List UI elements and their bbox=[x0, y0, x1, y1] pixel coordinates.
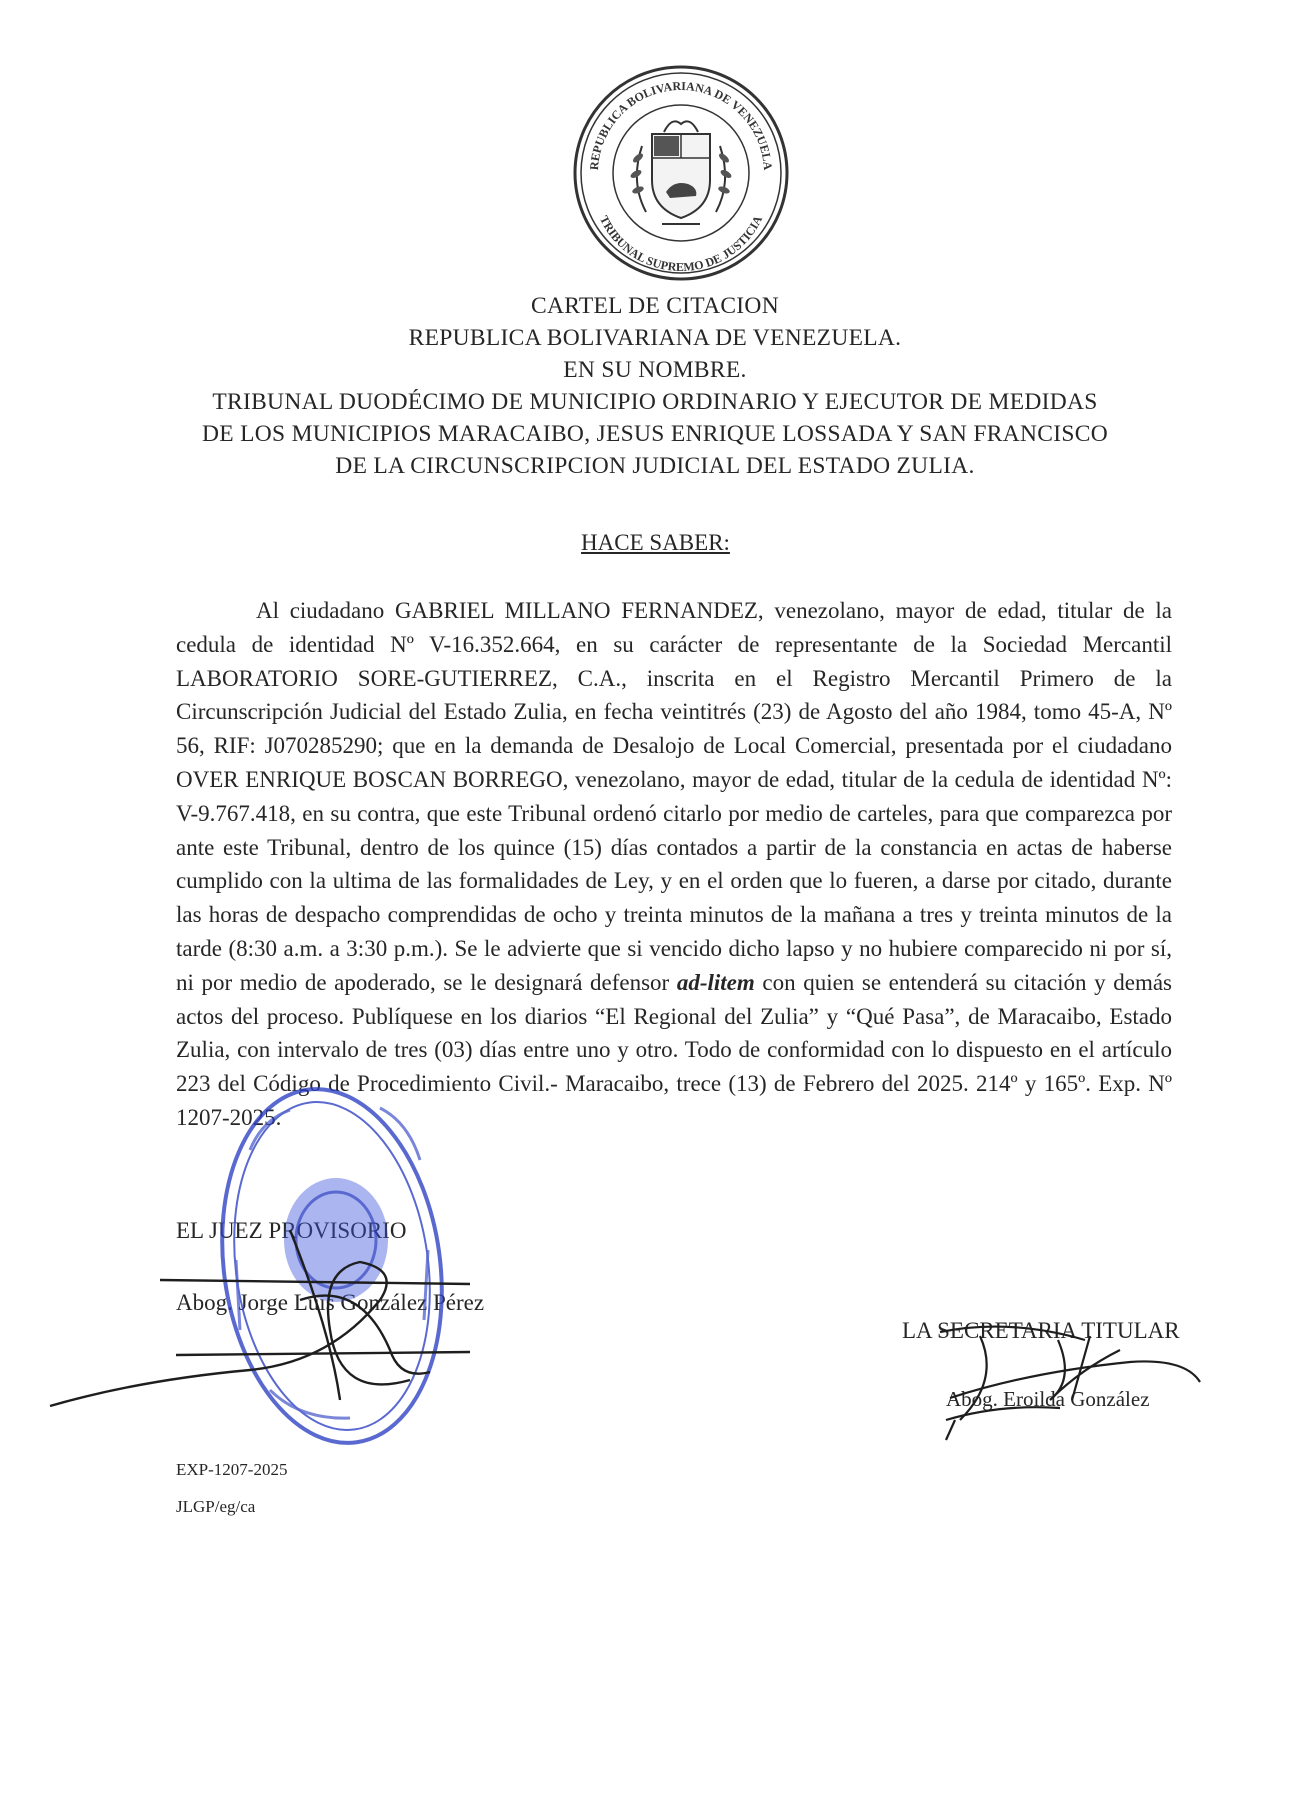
heading-tribunal-line-1: TRIBUNAL DUODÉCIMO DE MUNICIPIO ORDINARIO Y EJECUTOR DE MEDIDAS bbox=[212, 389, 1098, 415]
heading-en-su-nombre: EN SU NOMBRE. bbox=[563, 357, 747, 383]
citation-body-paragraph bbox=[176, 594, 1172, 1135]
heading-republic: REPUBLICA BOLIVARIANA DE VENEZUELA. bbox=[408, 325, 902, 351]
court-seal-emblem bbox=[570, 62, 792, 284]
footer-initials: JLGP/eg/ca bbox=[176, 1497, 256, 1516]
body-text-ad-litem: ad-litem bbox=[676, 969, 755, 995]
seal-text-bottom: TRIBUNAL SUPREMO DE JUSTICIA bbox=[596, 213, 766, 275]
judge-title: EL JUEZ PROVISORIO bbox=[176, 1218, 407, 1243]
document-heading bbox=[150, 290, 1160, 482]
secretary-title: LA SECRETARIA TITULAR bbox=[902, 1318, 1180, 1343]
judge-handwritten-signature bbox=[50, 1230, 470, 1406]
body-text-part-1: Al ciudadano GABRIEL MILLANO FERNANDEZ, venezolano, mayor de edad, titular de la cedula de identidad Nº V-16.352.664, en su carácter de representante de la Sociedad Mercantil LABORATORIO SORE-GUTIERREZ, C.A., inscrita en el Registro Mercantil Primero de la Circunscripción Judicial del Estado Zulia, en fecha veintitrés (23) de Agosto del año 1984, tomo 45-A, Nº 56, RIF: J070285290; que en la demanda de Desalojo de Local Comercial, presentada por el ciudadano OVER ENRIQUE BOSCAN BORREGO, venezolano, mayor de edad, titular de la cedula de identidad Nº: V-9.767.418, en su contra, que este Tribunal ordenó citarlo por medio de carteles, para que comparezca por ante este Tribunal, dentro de los quince (15) días contados a partir de la constancia en actas de haberse cumplido con la ultima de las formalidades de Ley, y en el orden que lo fueren, a darse por citado, durante las horas de despacho comprendidas de ocho y treinta minutos de la mañana a tres y treinta minutos de la tarde (8:30 a.m. a 3:30 p.m.). Se le advierte que si vencido dicho lapso y no hubiere comparecido ni por sí, ni por medio de apoderado, se le designará defensor bbox=[176, 598, 1172, 995]
heading-tribunal-line-3: DE LA CIRCUNSCRIPCION JUDICIAL DEL ESTADO ZULIA. bbox=[335, 453, 975, 479]
secretary-name: Abog. Eroilda González bbox=[946, 1387, 1150, 1411]
heading-title: CARTEL DE CITACION bbox=[531, 293, 779, 319]
body-text-part-2: con quien se entenderá su citación y demás actos del proceso. Publíquese en los diarios “El Regional del Zulia” y “Qué Pasa”, de Maracaibo, Estado Zulia, con intervalo de tres (03) días entre uno y otro. Todo de conformidad con lo dispuesto en el artículo 223 del Código de Procedimiento Civil.- Maracaibo, trece (13) de Febrero del 2025. 214º y 165º. Exp. Nº 1207-2025. bbox=[176, 969, 1172, 1130]
footer-expediente: EXP-1207-2025 bbox=[176, 1460, 288, 1479]
svg-text:TRIBUNAL SUPREMO DE JUSTICIA bbox=[597, 213, 765, 274]
heading-tribunal-line-2: DE LOS MUNICIPIOS MARACAIBO, JESUS ENRIQUE LOSSADA Y SAN FRANCISCO bbox=[202, 421, 1108, 447]
seal-text-top: REPUBLICA BOLIVARIANA DE VENEZUELA bbox=[586, 78, 776, 171]
judge-name: Abog. Jorge Luis González Pérez bbox=[176, 1290, 485, 1315]
hace-saber-heading: HACE SABER: bbox=[581, 530, 730, 555]
